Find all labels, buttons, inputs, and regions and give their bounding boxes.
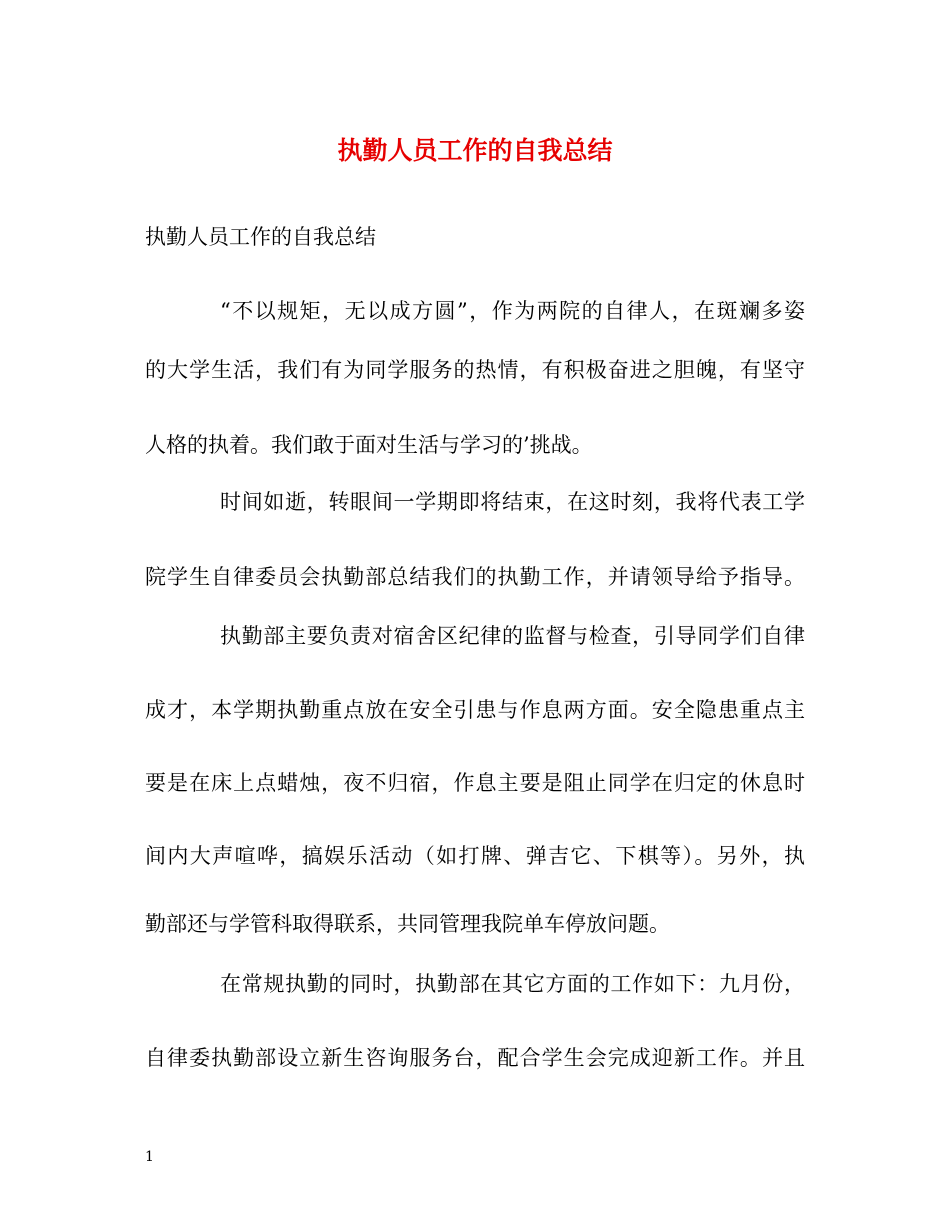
- body-line-6: 执勤部主要负责对宿舍区纪律的监督与检查，引导同学们自律: [220, 624, 805, 648]
- body-line-1: “不以规矩，无以成方圆”，作为两院的自律人，在斑斓多姿: [220, 299, 805, 323]
- body-line-2: 的大学生活，我们有为同学服务的热情，有积极奋进之胆魄，有坚守: [145, 358, 805, 382]
- body-line-9: 间内大声喧哗，搞娱乐活动（如打牌、弹吉它、下棋等）。另外，执: [145, 844, 805, 868]
- body-line-7: 成才，本学期执勤重点放在安全引患与作息两方面。安全隐患重点主: [145, 698, 805, 722]
- document-subtitle: 执勤人员工作的自我总结: [145, 225, 376, 249]
- body-line-11: 在常规执勤的同时，执勤部在其它方面的工作如下：九月份，: [220, 972, 805, 996]
- page-number: 1: [145, 1149, 154, 1165]
- body-line-4: 时间如逝，转眼间一学期即将结束，在这时刻，我将代表工学: [220, 490, 805, 514]
- body-line-3: 人格的执着。我们敢于面对生活与学习的’挑战。: [145, 433, 593, 457]
- document-title: 执勤人员工作的自我总结: [337, 136, 613, 165]
- body-line-10: 勤部还与学管科取得联系，共同管理我院单车停放问题。: [145, 912, 670, 936]
- body-line-12: 自律委执勤部设立新生咨询服务台，配合学生会完成迎新工作。并且: [145, 1046, 805, 1070]
- body-line-5: 院学生自律委员会执勤部总结我们的执勤工作，并请领导给予指导。: [145, 565, 805, 589]
- body-line-8: 要是在床上点蜡烛，夜不归宿，作息主要是阻止同学在归定的休息时: [145, 771, 805, 795]
